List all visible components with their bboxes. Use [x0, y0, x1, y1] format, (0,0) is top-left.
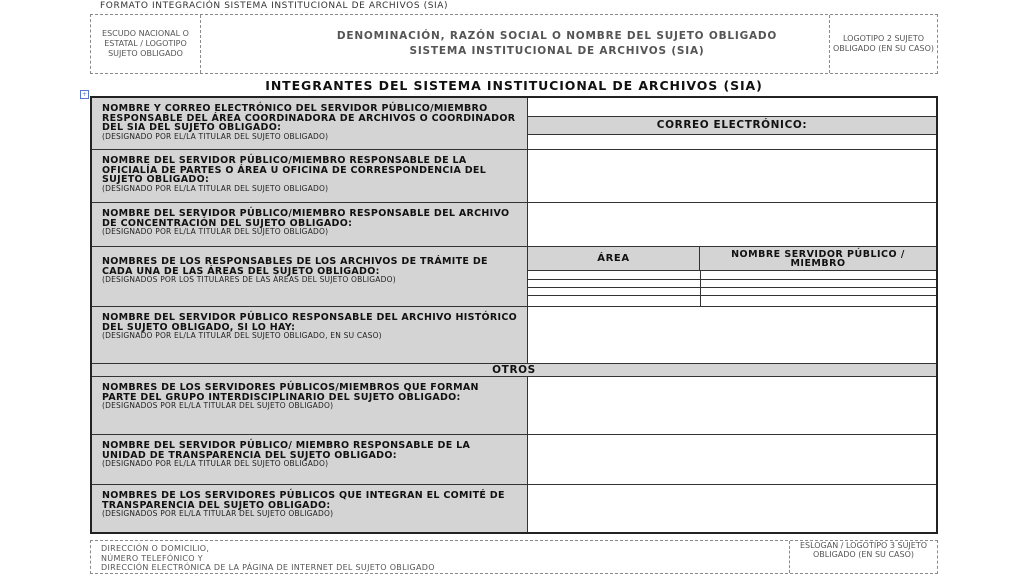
document-top-title: FORMATO INTEGRACIÓN SISTEMA INSTITUCIONAL DE ARCHIVOS (SIA)	[100, 1, 449, 11]
header-logo-right: LOGOTIPO 2 SUJETO OBLIGADO (EN SU CASO)	[829, 15, 937, 73]
header-system-name: SISTEMA INSTITUCIONAL DE ARCHIVOS (SIA)	[409, 45, 705, 57]
table-row	[92, 307, 936, 364]
row-label-oficialia: NOMBRE DEL SERVIDOR PÚBLICO/MIEMBRO RESPONSABLE DE LA OFICIALÍA DE PARTES O ÁREA U OFICINA DE CORRESPONDENCIA DEL SUJETO OBLIGADO: (DESIGNADO POR EL/LA TITULAR DEL SUJETO OBLIGADO)	[92, 150, 528, 202]
tramite-row-line	[528, 295, 936, 296]
otros-section-header: OTROS	[92, 364, 936, 377]
footer-slogan-logo: ESLOGAN / LOGOTIPO 3 SUJETO OBLIGADO (EN SU CASO)	[789, 541, 937, 573]
row-label-comite: NOMBRES DE LOS SERVIDORES PÚBLICOS QUE INTEGRAN EL COMITÉ DE TRANSPARENCIA DEL SUJETO OBLIGADO: (DESIGNADOS POR EL/LA TITULAR DEL SUJETO OBLIGADO)	[92, 485, 528, 532]
header-denominacion: DENOMINACIÓN, RAZÓN SOCIAL O NOMBRE DEL SUJETO OBLIGADO	[336, 30, 778, 42]
tramite-column-divider	[700, 271, 701, 306]
page-title: INTEGRANTES DEL SISTEMA INSTITUCIONAL DE ARCHIVOS (SIA)	[265, 78, 763, 93]
tramite-row-line	[528, 287, 936, 288]
table-row	[92, 485, 936, 532]
document-header	[90, 14, 938, 74]
row-label-tramite: NOMBRES DE LOS RESPONSABLES DE LOS ARCHIVOS DE TRÁMITE DE CADA UNA DE LAS ÁREAS DEL SUJETO OBLIGADO: (DESIGNADOS POR LOS TITULARES DE LAS ÁREAS DEL SUJETO OBLIGADO)	[92, 247, 528, 306]
header-logo-left: ESCUDO NACIONAL O ESTATAL / LOGOTIPO SUJETO OBLIGADO	[91, 15, 201, 73]
row-label-concentracion: NOMBRE DEL SERVIDOR PÚBLICO/MIEMBRO RESPONSABLE DEL ARCHIVO DE CONCENTRACIÓN DEL SUJETO OBLIGADO: (DESIGNADO POR EL/LA TITULAR DEL SUJETO OBLIGADO)	[92, 203, 528, 246]
area-column-header: ÁREA	[528, 247, 700, 271]
table-row	[92, 435, 936, 485]
header-center	[201, 15, 913, 73]
row-label-interdisciplinario: NOMBRES DE LOS SERVIDORES PÚBLICOS/MIEMBROS QUE FORMAN PARTE DEL GRUPO INTERDISCIPLINARIO DEL SUJETO OBLIGADO: (DESIGNADOS POR EL/LA TITULAR DEL SUJETO OBLIGADO)	[92, 377, 528, 434]
row-label-coordinador: NOMBRE Y CORREO ELECTRÓNICO DEL SERVIDOR PÚBLICO/MIEMBRO RESPONSABLE DEL ÁREA COORDINADORA DE ARCHIVOS O COORDINADOR DEL SIA DEL SUJETO OBLIGADO: (DESIGNADO POR EL/LA TITULAR DEL SUJETO OBLIGADO)	[92, 98, 528, 149]
document-footer	[90, 540, 938, 574]
integrantes-table	[90, 96, 938, 534]
table-move-handle[interactable]: +	[81, 91, 88, 98]
table-row	[92, 377, 936, 435]
table-row	[92, 150, 936, 203]
table-row	[92, 203, 936, 247]
row-label-historico: NOMBRE DEL SERVIDOR PÚBLICO RESPONSABLE DEL ARCHIVO HISTÓRICO DEL SUJETO OBLIGADO, SI LO HAY: (DESIGNADO POR EL/LA TITULAR DEL SUJETO OBLIGADO, EN SU CASO)	[92, 307, 528, 363]
row-label-transparencia: NOMBRE DEL SERVIDOR PÚBLICO/ MIEMBRO RESPONSABLE DE LA UNIDAD DE TRANSPARENCIA DEL SUJETO OBLIGADO: (DESIGNADO POR EL/LA TITULAR DEL SUJETO OBLIGADO)	[92, 435, 528, 484]
correo-electronico-header: CORREO ELECTRÓNICO:	[528, 116, 936, 135]
nombre-servidor-column-header: NOMBRE SERVIDOR PÚBLICO / MIEMBRO	[700, 247, 936, 271]
tramite-row-line	[528, 279, 936, 280]
footer-contact-info: DIRECCIÓN O DOMICILIO, NÚMERO TELEFÓNICO Y DIRECCIÓN ELECTRÓNICA DE LA PÁGINA DE INTERNET DEL SUJETO OBLIGADO	[101, 544, 435, 572]
table-row	[92, 247, 936, 307]
